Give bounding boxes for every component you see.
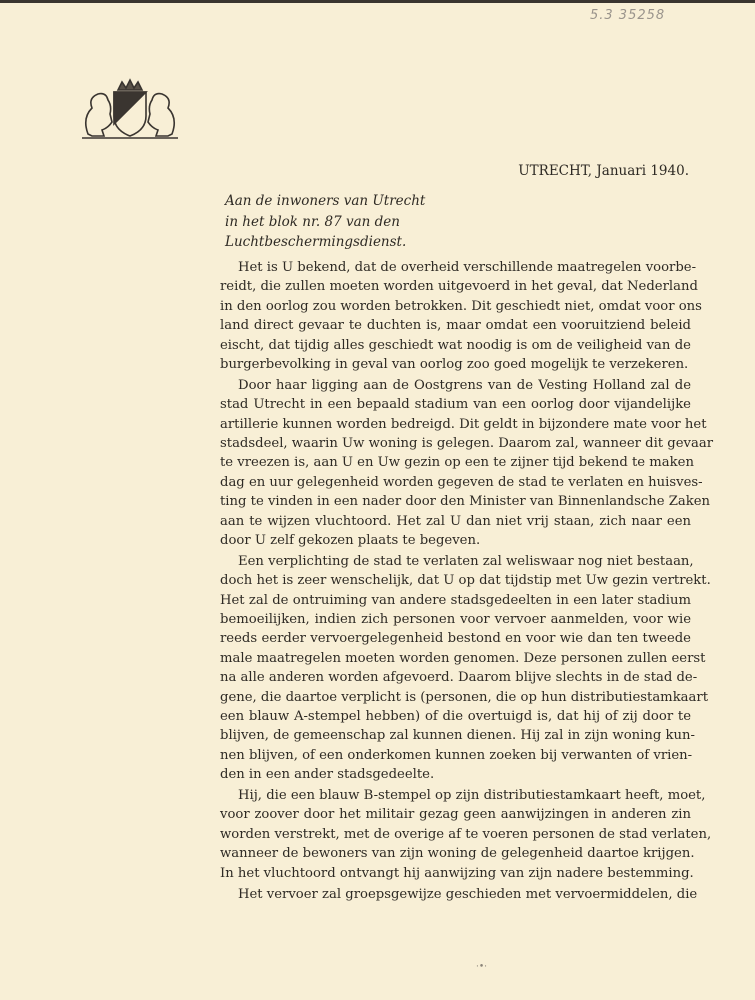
text-line: stad Utrecht in een bepaald stadium van een oorlog door vijandelijke	[220, 397, 691, 413]
text-line: Hij, die een blauw B-stempel op zijn distributiestamkaart heeft, moet,	[238, 788, 706, 804]
text-line: bemoeilijken, indien zich personen voor vervoer aanmelden, voor wie	[220, 612, 691, 628]
text-line: burgerbevolking in geval van oorlog zoo goed mogelijk te verzekeren.	[220, 356, 689, 372]
text-line: doch het is zeer wenschelijk, dat U op dat tijdstip met Uw gezin vertrekt.	[220, 573, 711, 589]
text-line: Het is U bekend, dat de overheid verschillende maatregelen voorbe-	[238, 260, 697, 275]
text-line: land direct gevaar te duchten is, maar omdat een vooruitziend beleid	[220, 318, 691, 334]
paragraph	[220, 258, 702, 374]
addressee-line: Aan de inwoners van Utrecht	[225, 193, 426, 209]
text-line: Een verplichting de stad te verlaten zal weliswaar nog niet bestaan,	[238, 553, 694, 569]
paragraph	[220, 786, 712, 883]
text-line: door U zelf gekozen plaats te begeven.	[220, 532, 481, 548]
text-line: Het vervoer zal groepsgewijze geschieden met vervoermiddelen, die	[238, 886, 698, 902]
text-line: ting te vinden in een nader door den Minister van Binnenlandsche Zaken	[220, 494, 711, 510]
text-line: reidt, die zullen moeten worden uitgevoerd in het geval, dat Nederland	[220, 279, 698, 295]
scan-edge	[0, 0, 755, 3]
coat-of-arms-icon	[78, 78, 182, 140]
paragraph	[220, 885, 698, 904]
paragraph	[220, 552, 711, 785]
text-line: nen blijven, of een onderkomen kunnen zoeken bij verwanten of vrien-	[220, 747, 693, 763]
text-line: gene, die daartoe verplicht is (personen, die op hun distributiestamkaart	[220, 689, 709, 705]
text-line: dag en uur gelegenheid worden gegeven de stad te verlaten en huisves-	[220, 474, 703, 490]
text-line: Door haar ligging aan de Oostgrens van de Vesting Holland zal de	[238, 377, 691, 393]
text-line: voor zoover door het militair gezag geen aanwijzingen in anderen zin	[220, 807, 691, 823]
text-line: een blauw A-stempel hebben) of die overtuigd is, dat hij of zij door te	[220, 708, 691, 724]
text-line: reeds eerder vervoergelegenheid bestond en voor wie dan ten tweede	[220, 631, 691, 647]
text-line: male maatregelen moeten worden genomen. Deze personen zullen eerst	[220, 650, 706, 666]
text-line: In het vluchtoord ontvangt hij aanwijzing van zijn nadere bestemming.	[220, 865, 694, 881]
text-line: aan te wijzen vluchtoord. Het zal U dan niet vrij staan, zich naar een	[220, 513, 691, 529]
text-line: den in een ander stadsgedeelte.	[220, 767, 435, 783]
text-line: wanneer de bewoners van zijn woning de gelegenheid daartoe krijgen.	[220, 846, 695, 862]
text-line: te vreezen is, aan U en Uw gezin op een te zijner tijd bekend te maken	[220, 455, 694, 471]
page-mark: ·•·	[476, 962, 488, 972]
letter-body	[220, 258, 714, 905]
addressee-line: Luchtbeschermingsdienst.	[225, 234, 407, 250]
addressee-line: in het blok nr. 87 van den	[225, 213, 400, 230]
text-line: artillerie kunnen worden bedreigd. Dit geldt in bijzondere mate voor het	[220, 416, 707, 432]
text-line: eischt, dat tijdig alles geschiedt wat noodig is om de veiligheid van de	[220, 337, 691, 353]
date-line: UTRECHT, Januari 1940.	[518, 163, 689, 179]
paragraph	[220, 376, 714, 551]
text-line: in den oorlog zou worden betrokken. Dit geschiedt niet, omdat voor ons	[220, 298, 702, 314]
text-line: stadsdeel, waarin Uw woning is gelegen. Daarom zal, wanneer dit gevaar	[220, 436, 714, 452]
addressee-block	[225, 191, 425, 253]
text-line: worden verstrekt, met de overige af te voeren personen de stad verlaten,	[220, 826, 712, 842]
archive-number: 5.3 35258	[590, 8, 666, 23]
text-line: Het zal de ontruiming van andere stadsgedeelten in een later stadium	[220, 592, 691, 608]
text-line: blijven, de gemeenschap zal kunnen dienen. Hij zal in zijn woning kun-	[220, 728, 695, 744]
text-line: na alle anderen worden afgevoerd. Daarom blijve slechts in de stad de-	[220, 670, 698, 686]
